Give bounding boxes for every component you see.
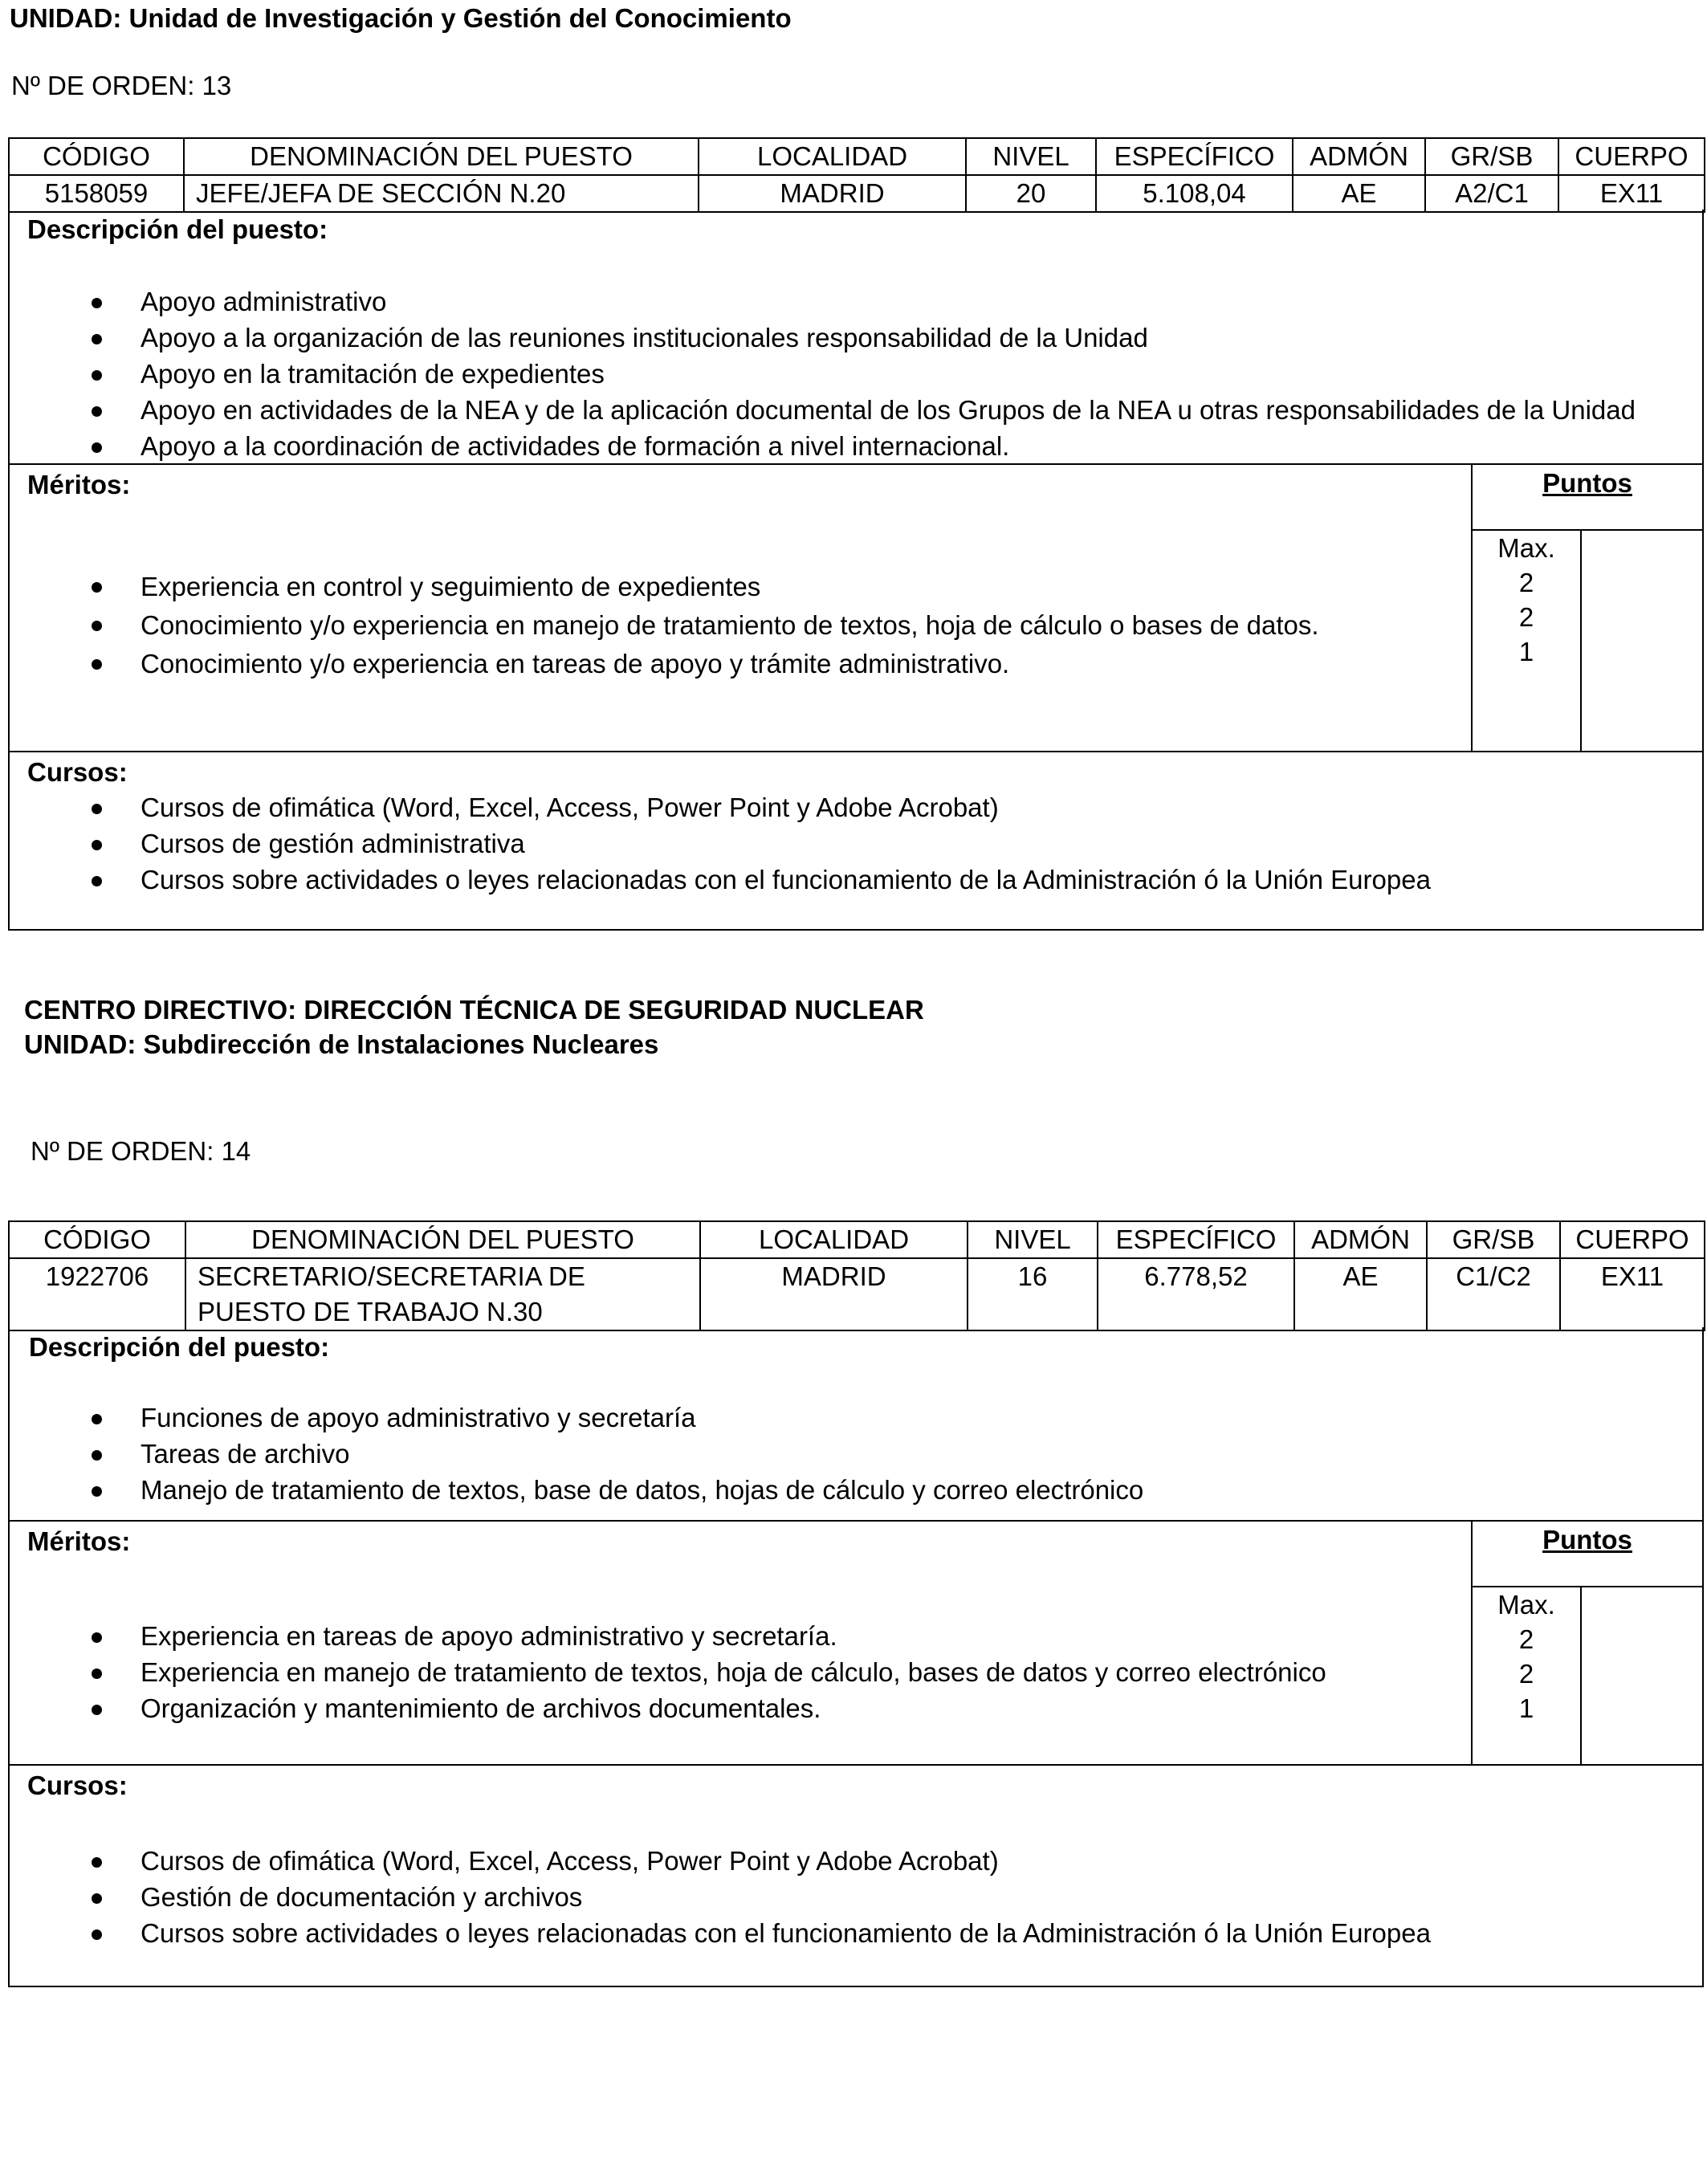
table-header-row <box>9 138 1705 175</box>
max-label: Max. <box>1497 533 1555 563</box>
header-grsb: GR/SB <box>1427 1221 1560 1258</box>
points-value: 2 <box>1518 568 1534 597</box>
meritos-list-1 <box>10 568 1469 683</box>
cursos-box-2 <box>8 1764 1704 1987</box>
cell-grsb: A2/C1 <box>1425 175 1558 212</box>
table-header-row <box>9 1221 1705 1258</box>
puntos-column-1 <box>1471 465 1702 751</box>
cell-localidad: MADRID <box>700 1258 968 1330</box>
list-item: Experiencia en manejo de tratamiento de textos, hoja de cálculo, bases de datos y correo electrónico <box>10 1654 1469 1690</box>
list-item: Cursos de ofimática (Word, Excel, Access, Power Point y Adobe Acrobat) <box>10 1843 1702 1879</box>
cursos-label: Cursos: <box>27 757 128 787</box>
list-item: Manejo de tratamiento de textos, base de datos, hojas de cálculo y correo electrónico <box>10 1472 1702 1508</box>
unidad-heading-1: UNIDAD: Unidad de Investigación y Gestión del Conocimiento <box>10 3 792 33</box>
meritos-box-2 <box>8 1520 1704 1766</box>
descripcion-box-2 <box>8 1327 1704 1522</box>
descripcion-label: Descripción del puesto: <box>29 1332 330 1362</box>
max-column <box>1473 531 1582 751</box>
header-localidad: LOCALIDAD <box>700 1221 968 1258</box>
list-item: Tareas de archivo <box>10 1436 1702 1472</box>
cell-codigo: 5158059 <box>9 175 184 212</box>
cell-localidad: MADRID <box>699 175 966 212</box>
unidad-heading-2: UNIDAD: Subdirección de Instalaciones Nucleares <box>24 1029 659 1059</box>
points-value: 2 <box>1518 602 1534 632</box>
points-value: 1 <box>1518 637 1534 666</box>
cell-especifico: 6.778,52 <box>1098 1258 1294 1330</box>
table-row <box>9 1258 1705 1330</box>
max-column <box>1473 1587 1582 1764</box>
points-value: 1 <box>1518 1693 1534 1723</box>
header-especifico: ESPECÍFICO <box>1096 138 1293 175</box>
meritos-list-2 <box>10 1618 1469 1726</box>
header-especifico: ESPECÍFICO <box>1098 1221 1294 1258</box>
orden-number-1: Nº DE ORDEN: 13 <box>11 71 232 100</box>
meritos-label: Méritos: <box>27 1526 131 1556</box>
header-admon: ADMÓN <box>1293 138 1425 175</box>
puntos-label: Puntos <box>1473 1522 1702 1587</box>
cell-admon: AE <box>1293 175 1425 212</box>
post-table-1 <box>8 137 1705 213</box>
list-item: Apoyo a la coordinación de actividades de formación a nivel internacional. <box>10 428 1702 464</box>
header-denominacion: DENOMINACIÓN DEL PUESTO <box>184 138 699 175</box>
max-label: Max. <box>1497 1590 1555 1620</box>
meritos-label: Méritos: <box>27 470 131 499</box>
descripcion-list-2 <box>10 1400 1702 1508</box>
cursos-label: Cursos: <box>27 1770 128 1800</box>
orden-number-2: Nº DE ORDEN: 14 <box>31 1136 251 1166</box>
cell-cuerpo: EX11 <box>1560 1258 1705 1330</box>
list-item: Experiencia en tareas de apoyo administrativo y secretaría. <box>10 1618 1469 1654</box>
puntos-column-2 <box>1471 1522 1702 1764</box>
cursos-list-2 <box>10 1843 1702 1951</box>
cell-denominacion: JEFE/JEFA DE SECCIÓN N.20 <box>184 175 699 212</box>
cell-grsb: C1/C2 <box>1427 1258 1560 1330</box>
list-item: Cursos de ofimática (Word, Excel, Access, Power Point y Adobe Acrobat) <box>10 789 1702 825</box>
header-denominacion: DENOMINACIÓN DEL PUESTO <box>185 1221 700 1258</box>
header-grsb: GR/SB <box>1425 138 1558 175</box>
header-localidad: LOCALIDAD <box>699 138 966 175</box>
cell-nivel: 20 <box>966 175 1096 212</box>
header-admon: ADMÓN <box>1294 1221 1427 1258</box>
list-item: Cursos sobre actividades o leyes relacionadas con el funcionamiento de la Administración ó la Unión Europea <box>10 862 1702 898</box>
cell-codigo: 1922706 <box>9 1258 185 1330</box>
list-item: Apoyo en la tramitación de expedientes <box>10 356 1702 392</box>
header-cuerpo: CUERPO <box>1560 1221 1705 1258</box>
puntos-label: Puntos <box>1473 465 1702 531</box>
cell-cuerpo: EX11 <box>1558 175 1705 212</box>
header-codigo: CÓDIGO <box>9 138 184 175</box>
centro-heading-2: CENTRO DIRECTIVO: DIRECCIÓN TÉCNICA DE SEGURIDAD NUCLEAR <box>24 995 924 1025</box>
list-item: Conocimiento y/o experiencia en manejo de tratamiento de textos, hoja de cálculo o bases de datos. <box>10 606 1469 645</box>
list-item: Organización y mantenimiento de archivos documentales. <box>10 1690 1469 1726</box>
cell-admon: AE <box>1294 1258 1427 1330</box>
header-nivel: NIVEL <box>968 1221 1098 1258</box>
header-cuerpo: CUERPO <box>1558 138 1705 175</box>
descripcion-box-1 <box>8 210 1704 465</box>
list-item: Apoyo administrativo <box>10 283 1702 320</box>
list-item: Apoyo en actividades de la NEA y de la aplicación documental de los Grupos de la NEA u otras responsabilidades de la Unidad <box>10 392 1702 428</box>
points-value: 2 <box>1518 1624 1534 1654</box>
list-item: Cursos sobre actividades o leyes relacionadas con el funcionamiento de la Administración ó la Unión Europea <box>10 1915 1702 1951</box>
points-value: 2 <box>1518 1659 1534 1689</box>
header-nivel: NIVEL <box>966 138 1096 175</box>
cell-nivel: 16 <box>968 1258 1098 1330</box>
list-item: Experiencia en control y seguimiento de expedientes <box>10 568 1469 606</box>
list-item: Cursos de gestión administrativa <box>10 825 1702 862</box>
cursos-box-1 <box>8 751 1704 931</box>
cell-especifico: 5.108,04 <box>1096 175 1293 212</box>
cell-denominacion: SECRETARIO/SECRETARIA DE PUESTO DE TRABAJO N.30 <box>185 1258 700 1330</box>
descripcion-label: Descripción del puesto: <box>27 214 328 244</box>
table-row <box>9 175 1705 212</box>
list-item: Conocimiento y/o experiencia en tareas de apoyo y trámite administrativo. <box>10 645 1469 683</box>
post-table-2 <box>8 1220 1705 1331</box>
list-item: Gestión de documentación y archivos <box>10 1879 1702 1915</box>
header-codigo: CÓDIGO <box>9 1221 185 1258</box>
descripcion-list-1 <box>10 283 1702 464</box>
meritos-box-1 <box>8 463 1704 752</box>
list-item: Funciones de apoyo administrativo y secretaría <box>10 1400 1702 1436</box>
cursos-list-1 <box>10 789 1702 898</box>
list-item: Apoyo a la organización de las reuniones institucionales responsabilidad de la Unidad <box>10 320 1702 356</box>
